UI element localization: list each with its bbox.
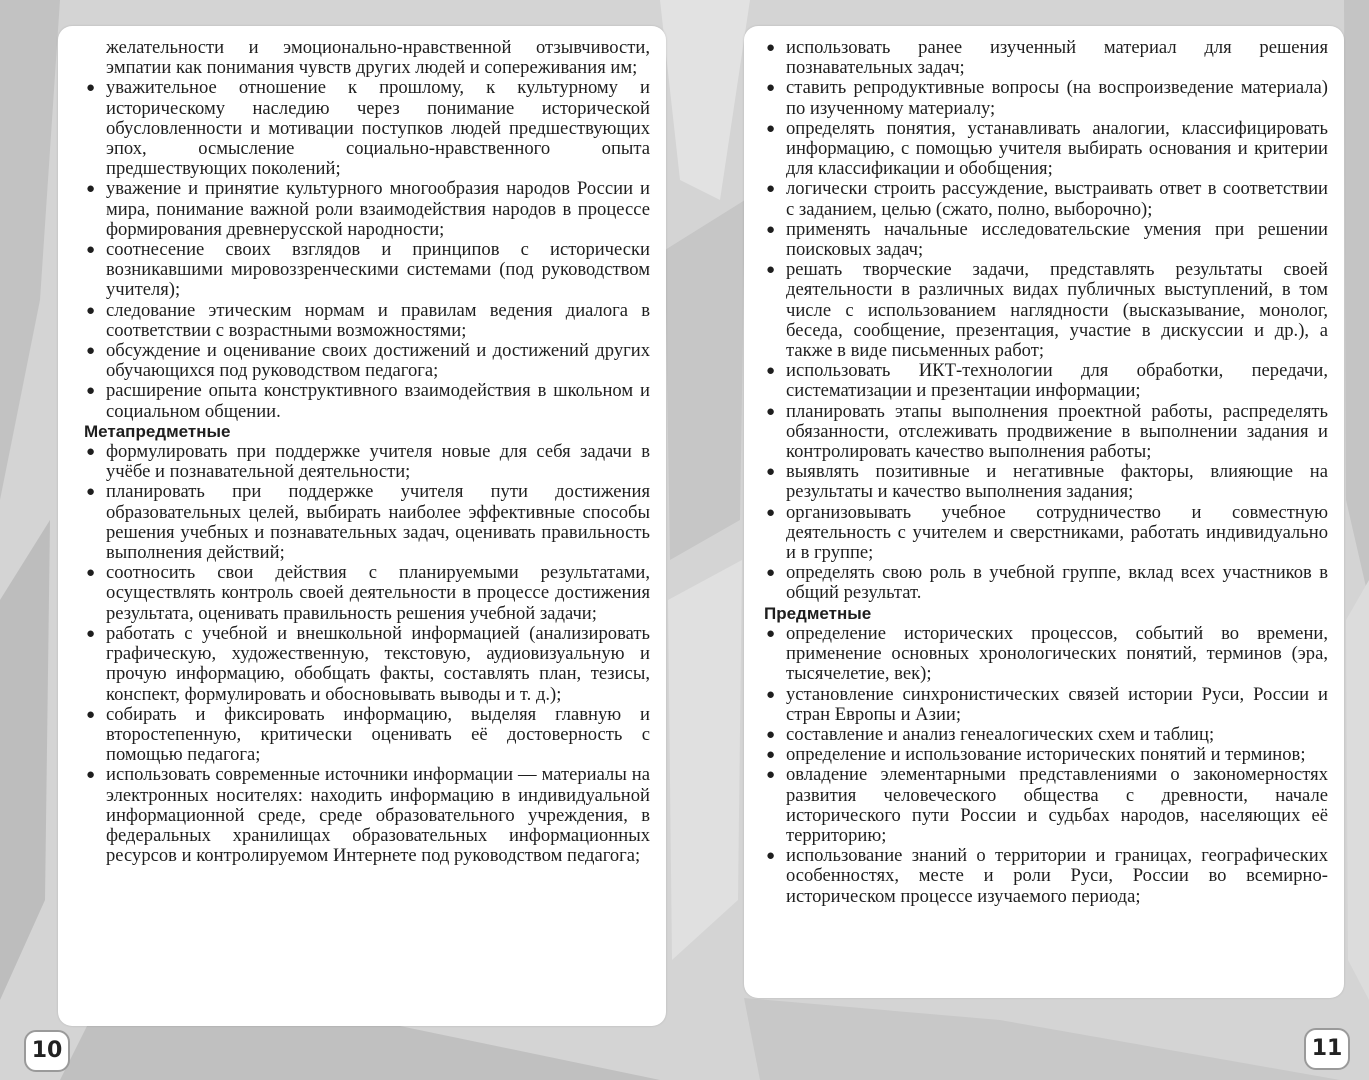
- list-item: ● использовать современные источники информации — материалы на электронных носителях: находить информацию в индивидуальной информационной среде, среде образовательного учреждения, в федеральных хранилищах образовательных информационных ресурсов и контролируемом Интернете под руководством педагога;: [86, 764, 650, 867]
- list-item: ● работать с учебной и внешкольной информацией (анализировать графическую, художественную, текстовую, аудиовизуальную и прочую информацию, обобщать факты, составлять план, тезисы, конспект, формулировать и обосновывать выводы и т. д.);: [86, 622, 650, 705]
- meta-results-list-continued: [764, 38, 1328, 604]
- bullet-icon: ●: [766, 40, 776, 56]
- bullet-icon: ●: [766, 181, 776, 198]
- page-number-left: 10: [24, 1030, 70, 1072]
- right-page: [744, 26, 1344, 998]
- bullet-icon: ●: [766, 747, 776, 764]
- bullet-icon: ●: [766, 848, 776, 865]
- bullet-icon: ●: [766, 767, 776, 784]
- list-item: ● расширение опыта конструктивного взаимодействия в школьном и социальном общении.: [86, 380, 650, 422]
- bullet-icon: ●: [86, 444, 96, 461]
- subject-results-list: [764, 624, 1328, 907]
- page-number-right: 11: [1304, 1028, 1350, 1070]
- bullet-icon: ●: [86, 565, 96, 582]
- section-heading-meta: Метапредметные: [84, 421, 231, 441]
- list-item: ● планировать при поддержке учителя пути достижения образовательных целей, выбирать наиболее эффективные способы решения учебных и познавательных задач, оценивать правильность выполнения действий;: [86, 481, 650, 564]
- left-page: [58, 26, 666, 1026]
- bullet-icon: ●: [766, 726, 776, 743]
- meta-results-list: [84, 442, 650, 866]
- bullet-icon: ●: [86, 343, 96, 360]
- bullet-icon: ●: [766, 464, 776, 481]
- bullet-icon: ●: [766, 504, 776, 521]
- bullet-icon: ●: [766, 363, 776, 380]
- bullet-icon: ●: [86, 302, 96, 319]
- list-item: ● овладение элементарными представлениями о закономерностях развития человеческого общества с древности, начале исторического пути России и судьбах народов, населяющих её территорию;: [766, 764, 1328, 846]
- bullet-icon: ●: [766, 262, 776, 279]
- bullet-icon: ●: [86, 242, 96, 259]
- list-item: ● составление и анализ генеалогических схем и таблиц;: [766, 723, 1215, 745]
- bullet-icon: ●: [766, 625, 776, 642]
- list-item: ● планировать этапы выполнения проектной работы, распределять обязанности, отслеживать продвижение в выполнении задания и контролировать качество выполнения работы;: [766, 400, 1328, 463]
- list-item: ● соотнесение своих взглядов и принципов с исторически возникавшими мировоззренческими системами (под руководством учителя);: [86, 239, 650, 301]
- list-item: ● применять начальные исследовательские умения при решении поисковых задач;: [766, 218, 1328, 261]
- list-item: ● уважение и принятие культурного многообразия народов России и мира, понимание важной роли взаимодействия народов в процессе формирования древнерусской народности;: [86, 178, 650, 240]
- list-item: ● формулировать при поддержке учителя новые для себя задачи в учёбе и познавательной деятельности;: [86, 441, 650, 483]
- list-item: ● установление синхронистических связей истории Руси, России и стран Европы и Азии;: [766, 683, 1328, 725]
- list-item: ● использование знаний о территории и границах, географических особенностях, месте и роли Руси, России во всемирно-историческом процессе изучаемого периода;: [766, 845, 1328, 907]
- list-item: ● определение и использование исторических понятий и терминов;: [766, 744, 1306, 766]
- list-item: ● соотносить свои действия с планируемыми результатами, осуществлять контроль своей деятельности в процессе достижения результата, оценивать правильность решения учебной задачи;: [86, 562, 650, 624]
- list-item: ● ставить репродуктивные вопросы (на воспроизведение материала) по изученному материалу;: [766, 77, 1328, 119]
- bullet-icon: ●: [86, 706, 96, 723]
- list-item: ● определять понятия, устанавливать аналогии, классифицировать информацию, с помощью учителя выбирать основания и критерии для классификации и обобщения;: [766, 117, 1328, 180]
- list-item: ● обсуждение и оценивание своих достижений и достижений других обучающихся под руководством педагога;: [86, 340, 650, 382]
- bullet-icon: ●: [766, 565, 776, 582]
- section-heading-subject: Предметные: [764, 603, 872, 623]
- bullet-icon: ●: [766, 120, 776, 137]
- list-item: ● уважительное отношение к прошлому, к культурному и историческому наследию через понимание исторической обусловленности и мотивации поступков людей предшествующих эпох, осмысление социально-нравственного опыта предшествующих поколений;: [86, 77, 650, 180]
- list-item: ● логически строить рассуждение, выстраивать ответ в соответствии с заданием, целью (сжато, полно, выборочно);: [766, 178, 1328, 220]
- list-item: ● следование этическим нормам и правилам ведения диалога в соответствии с возрастными возможностями;: [86, 299, 650, 341]
- list-item: ● выявлять позитивные и негативные факторы, влияющие на результаты и качество выполнения задания;: [766, 461, 1328, 503]
- bullet-icon: ●: [86, 767, 96, 784]
- list-item: ● организовывать учебное сотрудничество и совместную деятельность с учителем и сверстниками, работать индивидуально и в группе;: [766, 501, 1328, 564]
- bullet-icon: ●: [86, 484, 96, 501]
- list-item: ● определять свою роль в учебной группе, вклад всех участников в общий результат.: [766, 562, 1328, 604]
- bullet-icon: ●: [86, 181, 96, 198]
- bullet-icon: ●: [766, 80, 776, 97]
- personal-results-list: [84, 78, 650, 421]
- bullet-icon: ●: [766, 403, 776, 420]
- list-item: ● решать творческие задачи, представлять результаты своей деятельности в различных видах публичных выступлений, в том числе с использованием наглядности (высказывание, монолог, беседа, сообщение, презентация, участие в дискуссии и др.), а также в виде письменных работ;: [766, 259, 1328, 362]
- bullet-icon: ●: [86, 383, 96, 400]
- bullet-icon: ●: [86, 80, 96, 97]
- list-item: ● определение исторических процессов, событий во времени, применение основных хронологических понятий, терминов (эра, тысячелетие, век);: [766, 622, 1328, 685]
- list-item: ● использовать ИКТ-технологии для обработки, передачи, систематизации и презентации информации;: [766, 360, 1328, 402]
- bullet-icon: ●: [766, 221, 776, 238]
- list-item: ● собирать и фиксировать информацию, выделяя главную и второстепенную, критически оценивать её достоверность с помощью педагога;: [86, 703, 650, 766]
- bullet-icon: ●: [766, 686, 776, 703]
- list-item: ● использовать ранее изученный материал для решения познавательных задач;: [766, 37, 1328, 79]
- bullet-icon: ●: [86, 625, 96, 642]
- continuation-text: желательности и эмоционально-нравственной отзывчивости, эмпатии как понимания чувств других людей и сопереживания им;: [106, 37, 650, 79]
